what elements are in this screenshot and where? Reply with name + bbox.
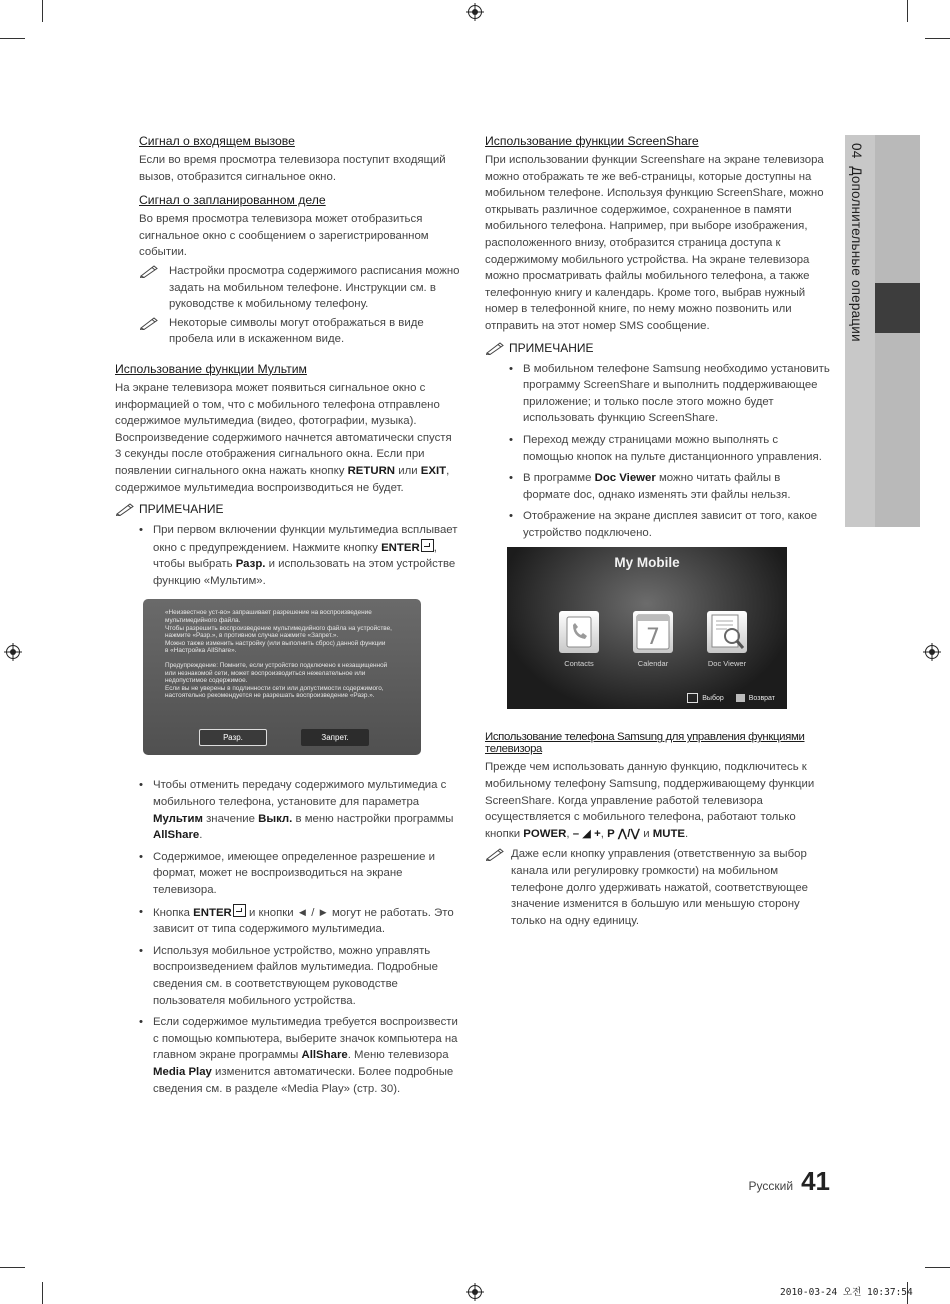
pencil-note-icon bbox=[485, 341, 505, 355]
enter-key-icon bbox=[233, 904, 246, 917]
incoming-call-text: Если во время просмотра телевизора поступит входящий вызов, отобразится сигнальное окно. bbox=[139, 154, 446, 183]
screenshare-notes-list bbox=[485, 361, 830, 542]
page-number-block bbox=[749, 1166, 830, 1197]
right-column bbox=[485, 134, 830, 931]
pencil-note-icon bbox=[139, 264, 159, 278]
multim-notes-list bbox=[115, 522, 461, 589]
screenshare-text: При использовании функции Screenshare на экране телевизора можно отображать те же веб-страницы, которые доступны на мобильном телефоне. Используя функцию ScreenShare, можно открывать различное содержимое, сохраненное в памяти мобильного телефона. Например, при выборе изображения, расположенного внизу, отобразится страница доступа к содержимому мобильного устройства. На экране телевизора можно просматривать файлы мобильного телефона, а также телефонную книгу и календарь. Кроме того, выбрав нужный номер в телефонной книге, по нему можно позвонить или отправить на этот номер SMS сообщение. bbox=[485, 154, 824, 332]
crop-mark bbox=[0, 38, 25, 39]
contacts-icon[interactable] bbox=[559, 611, 599, 653]
heading-incoming-call: Сигнал о входящем вызове bbox=[139, 134, 295, 148]
list-item: • В мобильном телефоне Samsung необходимо установить программу ScreenShare и выполнить поддерживающее приложение; и только после этого можно будет использовать функцию ScreenShare. bbox=[509, 361, 830, 427]
pencil-note-icon bbox=[485, 847, 505, 861]
pencil-note-icon bbox=[139, 316, 159, 330]
return-label[interactable]: Возврат bbox=[748, 694, 775, 702]
my-mobile-title: My Mobile bbox=[614, 555, 680, 571]
calendar-label: Calendar bbox=[637, 659, 669, 669]
doc-viewer-label: Doc Viewer bbox=[707, 659, 747, 669]
page-number: 41 bbox=[801, 1166, 830, 1196]
left-column bbox=[115, 134, 461, 1102]
allow-button[interactable]: Разр. bbox=[199, 729, 267, 746]
list-item: • При первом включении функции мультимедиа всплывает окно с предупреждением. Нажмите кнопку ENTER , чтобы выбрать Разр. и использовать на этом устройстве функцию «Мультим». bbox=[139, 522, 461, 589]
crop-mark bbox=[0, 1267, 25, 1268]
heading-scheduled-event: Сигнал о запланированном деле bbox=[139, 193, 326, 208]
pencil-note-icon bbox=[115, 502, 135, 516]
list-item: • Переход между страницами можно выполнять с помощью кнопок на пульте дистанционного управления. bbox=[509, 432, 830, 465]
my-mobile-screen bbox=[507, 547, 787, 709]
svg-text:7: 7 bbox=[646, 625, 660, 651]
calendar-icon[interactable] bbox=[633, 611, 673, 653]
note-heading: ПРИМЕЧАНИЕ bbox=[485, 341, 830, 355]
return-key-icon bbox=[736, 694, 745, 702]
multim-text: На экране телевизора может появиться сигнальное окно с информацией о том, что с мобильного телефона отправлено содержимое мультимедиа (видео, фотографии, музыка). Воспроизведение содержимого начнется автоматически спустя 3 секунды после отображения сигнального окна. Если при появлении сигнального окна нажать кнопку RETURN или EXIT, содержимое мультимедиа воспроизводиться не будет. bbox=[115, 381, 452, 494]
language-label: Русский bbox=[748, 1179, 794, 1193]
print-stamp: 2010-03-24 오전 10:37:54 bbox=[780, 1287, 913, 1298]
note-item: Настройки просмотра содержимого расписания можно задать на мобильном телефоне. Инструкции см. в руководстве к мобильному телефону. bbox=[139, 263, 461, 313]
list-item: • Отображение на экране дисплея зависит от того, какое устройство подключено. bbox=[509, 508, 830, 541]
crop-mark bbox=[42, 1282, 43, 1304]
list-item: • Кнопка ENTER и кнопки ◄ / ► могут не работать. Это зависит от типа содержимого мультимедиа. bbox=[139, 904, 461, 938]
doc-viewer-icon[interactable] bbox=[707, 611, 747, 653]
registration-target-icon bbox=[466, 3, 484, 21]
registration-target-icon bbox=[466, 1283, 484, 1301]
registration-target-icon bbox=[923, 643, 941, 661]
chapter-title: 04 Дополнительные операции bbox=[849, 143, 864, 342]
multimedia-permission-dialog: «Неизвестное уст-во» запрашивает разрешение на воспроизведение мультимедийного файла. Чтобы разрешить воспроизведение мультимедийного файла на устройстве, нажмите «Разр.», в противном случае нажмите «Запрет.». Можно также изменить настройку (или выполнить сброс) данной функции в «Настройка AllShare». Предупреждение: Помните, если устройство подключено к незащищенной или незнакомой сети, может воспроизводиться нежелательное или недопустимое содержимое. Если вы не уверены в подлинности сети или допустимости содержимого, настоятельно рекомендуется не разрешать воспроизведение «Разр.». Разр. Запрет. bbox=[143, 599, 421, 755]
list-item: • В программе Doc Viewer можно читать файлы в формате doc, однако изменять эти файлы нельзя. bbox=[509, 470, 830, 503]
enter-key-icon bbox=[421, 539, 434, 552]
heading-samsung-phone-control: Использование телефона Samsung для управления функциями телевизора bbox=[485, 731, 805, 756]
list-item: • Содержимое, имеющее определенное разрешение и формат, может не воспроизводиться на экране телевизора. bbox=[139, 849, 461, 899]
crop-mark bbox=[907, 0, 908, 22]
note-item: Даже если кнопку управления (ответственную за выбор канала или регулировку громкости) на мобильном телефоне долго удерживать нажатой, соответствующее значение изменится в большую или меньшую сторону только на одну единицу. bbox=[485, 846, 830, 929]
crop-mark bbox=[42, 0, 43, 22]
list-item: • Если содержимое мультимедиа требуется воспроизвести с помощью компьютера, выберите значок компьютера на главном экране программы AllShare. Меню телевизора Media Play изменится автоматически. Более подробные сведения см. в разделе «Media Play» (стр. 30). bbox=[139, 1014, 461, 1097]
contacts-label: Contacts bbox=[564, 659, 594, 669]
registration-target-icon bbox=[4, 643, 22, 661]
list-item: • Чтобы отменить передачу содержимого мультимедиа с мобильного телефона, установите для параметра Мультим значение Выкл. в меню настройки программы AllShare. bbox=[139, 777, 461, 843]
my-mobile-footer bbox=[687, 693, 775, 703]
list-item: • Используя мобильное устройство, можно управлять воспроизведением файлов мультимедиа. Подробные сведения см. в соответствующем руководстве пользователя мобильного устройства. bbox=[139, 943, 461, 1009]
multim-notes-list-continued bbox=[115, 777, 461, 1097]
heading-screenshare: Использование функции ScreenShare bbox=[485, 134, 699, 148]
note-heading: ПРИМЕЧАНИЕ bbox=[115, 502, 461, 516]
chapter-marker bbox=[875, 283, 920, 333]
chapter-side-tab bbox=[845, 135, 920, 527]
crop-mark bbox=[925, 38, 950, 39]
enter-key-icon bbox=[687, 693, 698, 703]
crop-mark bbox=[925, 1267, 950, 1268]
deny-button[interactable]: Запрет. bbox=[301, 729, 369, 746]
scheduled-event-text: Во время просмотра телевизора может отобразиться сигнальное окно с сообщением о зарегистрированном событии. bbox=[139, 213, 429, 259]
note-item: Некоторые символы могут отображаться в виде пробела или в искаженном виде. bbox=[139, 315, 461, 348]
heading-multim: Использование функции Мультим bbox=[115, 361, 307, 376]
samsung-phone-control-text: Прежде чем использовать данную функцию, подключитесь к мобильному телефону Samsung, поддерживающему функции ScreenShare. Когда управление работой телевизора осуществляется с мобильного телефона, работают только кнопки POWER, – ◢ +, P ⋀/⋁ и MUTE. bbox=[485, 761, 815, 840]
select-label[interactable]: Выбор bbox=[702, 694, 724, 702]
